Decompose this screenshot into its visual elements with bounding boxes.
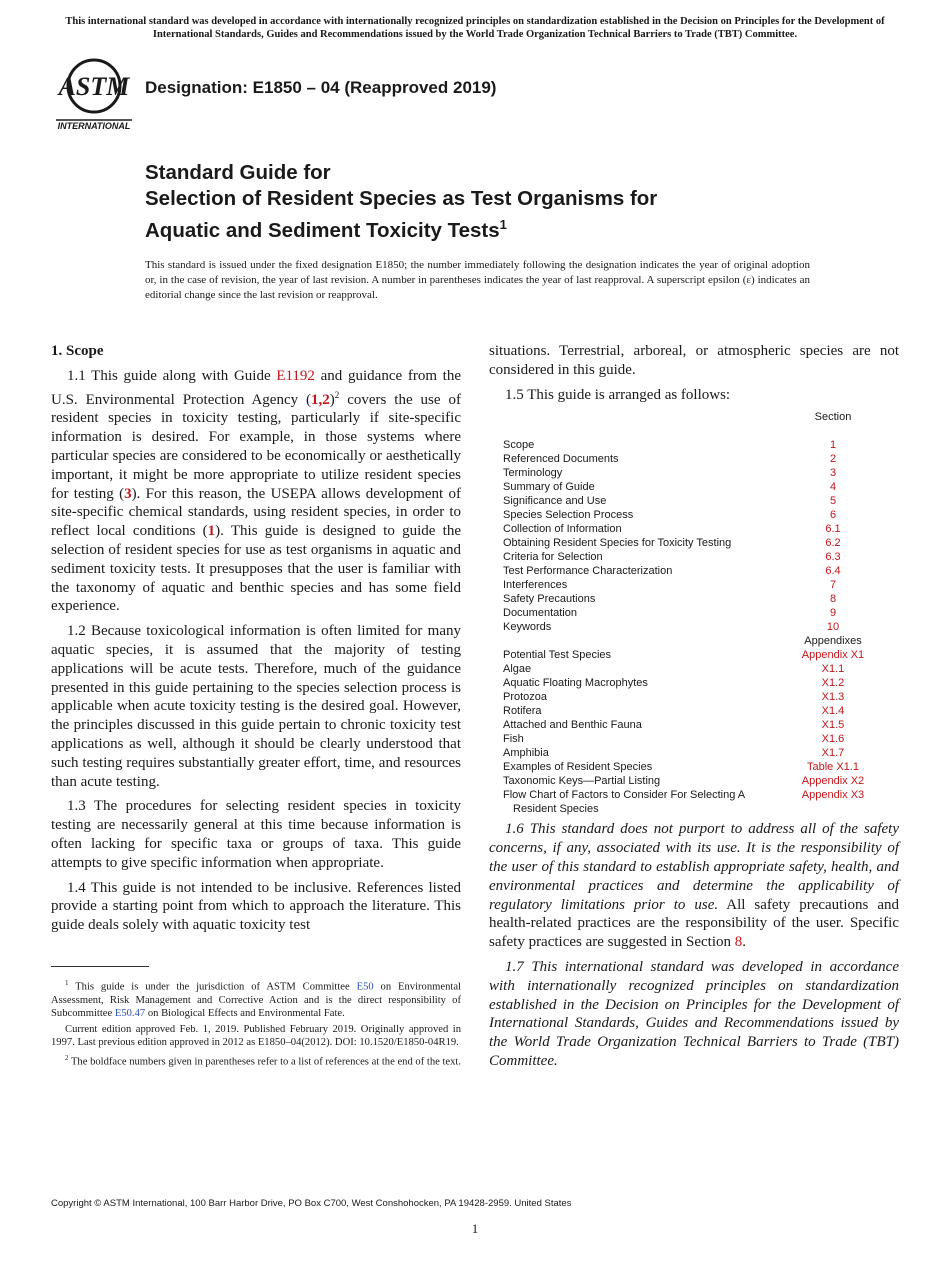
- paragraph-1-4: 1.4 This guide is not intended to be inclusive. References listed provide a starting point from which to approach the literature. This guide deals solely with aquatic toxicity test: [51, 879, 461, 934]
- toc-link[interactable]: 6.1: [825, 523, 841, 536]
- left-column: [51, 342, 461, 941]
- toc-appendix-rows: [503, 648, 873, 816]
- toc-link[interactable]: X1.6: [821, 733, 845, 746]
- toc-label: Criteria for Selection: [503, 551, 603, 564]
- toc-link[interactable]: X1.5: [821, 719, 845, 732]
- toc-label: Keywords: [503, 621, 552, 634]
- toc-label: Potential Test Species: [503, 649, 612, 662]
- toc-label: Test Performance Characterization: [503, 565, 673, 578]
- footnote-1: $^1$ This guide is under the jurisdiction of ASTM Committee E50 on Environmental Assessment, Risk Management and Corrective Action and is the direct responsibility of Subcommittee E50.47 on Biological Effects and Environmental Fate.: [51, 979, 461, 1019]
- link-section-8[interactable]: 8: [734, 934, 743, 951]
- title-footnote-mark: 1: [499, 217, 507, 232]
- paragraph-1-6: 1.6 This standard does not purport to address all of the safety concerns, if any, associated with its use. It is the responsibility of the user of this standard to establish appropriate safety, health, and environmental practices and determine the applicability of regulatory limitations prior to use. All safety precautions and health-related practices are the responsibility of the user. Specific safety practices are suggested in Section 8.: [489, 821, 899, 951]
- toc-row: [503, 438, 873, 452]
- toc-link[interactable]: 8: [829, 593, 837, 606]
- footnote-mark-2: 2: [334, 389, 340, 400]
- toc-label: Summary of Guide: [503, 481, 595, 494]
- toc-link[interactable]: X1.7: [821, 747, 845, 760]
- toc-row: [503, 466, 873, 480]
- toc-row: [503, 704, 873, 718]
- toc-label: Aquatic Floating Macrophytes: [503, 677, 648, 690]
- document-title: [145, 160, 657, 244]
- paragraph-1-4-continued: situations. Terrestrial, arboreal, or atmospheric species are not considered in this guide.: [489, 343, 899, 378]
- toc-row: [503, 648, 873, 662]
- toc-link[interactable]: Appendix X2: [801, 775, 865, 788]
- title-line-3: Aquatic and Sediment Toxicity Tests$^1$: [145, 217, 507, 242]
- designation: Designation: E1850 – 04 (Reapproved 2019): [145, 78, 497, 97]
- toc-row: [503, 564, 873, 578]
- toc-appendixes-header: Appendixes: [804, 635, 862, 648]
- toc-section-header: Section: [814, 411, 852, 424]
- astm-logo-icon: [52, 56, 136, 134]
- toc-row: [503, 690, 873, 704]
- footnote-rule: [51, 966, 149, 967]
- toc-link[interactable]: 3: [829, 467, 837, 480]
- toc-link[interactable]: 6.3: [825, 551, 841, 564]
- section-heading-scope: 1. Scope: [51, 343, 104, 359]
- toc-label: Scope: [503, 439, 535, 452]
- toc-label: Flow Chart of Factors to Consider For Selecting A: [503, 789, 746, 802]
- link-e50[interactable]: E50: [356, 981, 374, 993]
- toc-label: Species Selection Process: [503, 509, 634, 522]
- toc-link[interactable]: 7: [829, 579, 837, 592]
- toc-row: [503, 746, 873, 760]
- toc-row: [503, 676, 873, 690]
- toc-link[interactable]: Appendix X3: [801, 789, 865, 802]
- toc-link[interactable]: 10: [826, 621, 840, 634]
- logo-text: ASTM: [58, 72, 130, 101]
- title-line-1: Standard Guide for: [145, 161, 331, 184]
- toc-link[interactable]: Table X1.1: [807, 761, 859, 774]
- toc-link[interactable]: 2: [829, 453, 837, 466]
- toc-rows: [503, 438, 873, 634]
- toc-row: [503, 620, 873, 634]
- logo-subtext: INTERNATIONAL: [57, 121, 131, 131]
- toc-row: [503, 718, 873, 732]
- paragraph-1-2: 1.2 Because toxicological information is often limited for many aquatic species, it is assumed that the majority of testing applications will be acute tests. Therefore, much of the guidance presented in this guide pertaining to the species selection process is applicable when acute toxicity testing is the desired goal. However, the principles discussed in this guide pertain to chronic toxicity test applications as well, although it should be clearly understood that such testing requires substantially greater effort, time, and resources than acute testing.: [51, 623, 461, 790]
- paragraph-1-3: 1.3 The procedures for selecting resident species in toxicity testing are necessarily general at this time because information is often lacking for specific taxa or groups of taxa. This guide attempts to give specific information when appropriate.: [51, 798, 461, 871]
- toc-row: [503, 550, 873, 564]
- toc-row: [503, 578, 873, 592]
- toc-label: Protozoa: [503, 691, 548, 704]
- toc-label: Obtaining Resident Species for Toxicity Testing: [503, 537, 732, 550]
- issuance-notice: This standard is issued under the fixed designation E1850; the number immediately following the designation indicates the year of original adoption or, in the case of revision, the year of last revision. A number in parentheses indicates the year of last reapproval. A superscript epsilon (ε) indicates an editorial change since the last revision or reapproval.: [145, 259, 810, 301]
- toc-row: [503, 788, 873, 802]
- toc-link[interactable]: Appendix X1: [801, 649, 865, 662]
- toc-row: [503, 774, 873, 788]
- toc-row: [503, 592, 873, 606]
- toc-row: [503, 494, 873, 508]
- toc-link[interactable]: 1: [829, 439, 837, 452]
- toc-link[interactable]: 6.2: [825, 537, 841, 550]
- toc-link[interactable]: 9: [829, 607, 837, 620]
- toc-link[interactable]: X1.1: [821, 663, 845, 676]
- link-ref-1-2[interactable]: 1,2: [311, 391, 330, 408]
- link-e1192[interactable]: E1192: [276, 367, 315, 384]
- toc-row: [503, 606, 873, 620]
- toc-label: Taxonomic Keys—Partial Listing: [503, 775, 661, 788]
- toc-label: Algae: [503, 663, 532, 676]
- link-ref-3[interactable]: 3: [124, 485, 132, 502]
- toc-label: Interferences: [503, 579, 568, 592]
- toc-link[interactable]: 6: [829, 509, 837, 522]
- toc-link[interactable]: X1.4: [821, 705, 845, 718]
- toc-row: [503, 662, 873, 676]
- toc-link[interactable]: 6.4: [825, 565, 841, 578]
- toc-label: Terminology: [503, 467, 563, 480]
- toc-label: Amphibia: [503, 747, 549, 760]
- right-column-content: [489, 342, 899, 1077]
- copyright: Copyright © ASTM International, 100 Barr Harbor Drive, PO Box C700, West Conshohocken, PA 19428-2959. United States: [51, 1198, 572, 1209]
- toc-label: Examples of Resident Species: [503, 761, 653, 774]
- toc-label: Referenced Documents: [503, 453, 619, 466]
- toc-row: [503, 760, 873, 774]
- toc-label: Safety Precautions: [503, 593, 596, 606]
- link-ref-1[interactable]: 1: [207, 523, 216, 540]
- toc-row-continued: [503, 802, 873, 816]
- paragraph-1-1: 1.1 This guide along with Guide E1192 and guidance from the U.S. Environmental Protection Agency $(1,2)^2$ covers the use of resident species in toxicity testing, particularly if site-specific information is desired. For example, in those systems where particular species are considered to be economically or aesthetically important, it might be more appropriate to utilize resident species for testing (3). For this reason, the USEPA allows development of site-specific chemical standards, using resident species, in order to reflect local conditions (1). This guide is designed to guide the selection of resident species for use as test organisms in aquatic and sediment toxicity tests. It presupposes that the user is familiar with the taxonomy of aquatic and benthic species and has some field experience.: [51, 367, 462, 615]
- toc-row: [503, 732, 873, 746]
- footnote-2: $^2$ The boldface numbers given in parentheses refer to a list of references at the end of the text.: [65, 1053, 461, 1068]
- paragraph-1-5: 1.5 This guide is arranged as follows:: [505, 386, 731, 403]
- toc-row: [503, 480, 873, 494]
- toc-row: [503, 522, 873, 536]
- footnotes: [51, 966, 461, 1071]
- tbt-banner: This international standard was developed in accordance with internationally recognized principles on standardization established in the Decision on Principles for the Development of International Standards, Guides and Recommendations issued by the World Trade Organization Technical Barriers to Trade (TBT) Committee.: [65, 16, 885, 40]
- toc-row: [503, 508, 873, 522]
- footnote-1-edition: Current edition approved Feb. 1, 2019. Published February 2019. Originally approved in 1997. Last previous edition approved in 2012 as E1850–04(2012). DOI: 10.1520/E1850-04R19.: [51, 1023, 461, 1048]
- page-number: 1: [471, 1221, 479, 1236]
- toc-link[interactable]: 5: [829, 495, 837, 508]
- link-e5047[interactable]: E50.47: [114, 1007, 146, 1019]
- title-line-2: Selection of Resident Species as Test Organisms for: [145, 187, 658, 210]
- toc-row: [503, 536, 873, 550]
- paragraph-1-7: 1.7 This international standard was developed in accordance with internationally recognized principles on standardization established in the Decision on Principles for the Development of International Standards, Guides and Recommendations issued by the World Trade Organization Technical Barriers to Trade (TBT) Committee.: [489, 958, 899, 1069]
- toc-label: Significance and Use: [503, 495, 607, 508]
- toc-label-continued: Resident Species: [513, 803, 599, 816]
- toc-label: Fish: [503, 733, 524, 746]
- contents-table: [503, 410, 873, 816]
- toc-label: Collection of Information: [503, 523, 622, 536]
- toc-label: Rotifera: [503, 705, 542, 718]
- astm-logo: [52, 56, 136, 134]
- toc-link[interactable]: 4: [829, 481, 837, 494]
- toc-row: [503, 452, 873, 466]
- toc-link[interactable]: X1.3: [821, 691, 845, 704]
- toc-link[interactable]: X1.2: [821, 677, 845, 690]
- toc-label: Documentation: [503, 607, 577, 620]
- toc-label: Attached and Benthic Fauna: [503, 719, 642, 732]
